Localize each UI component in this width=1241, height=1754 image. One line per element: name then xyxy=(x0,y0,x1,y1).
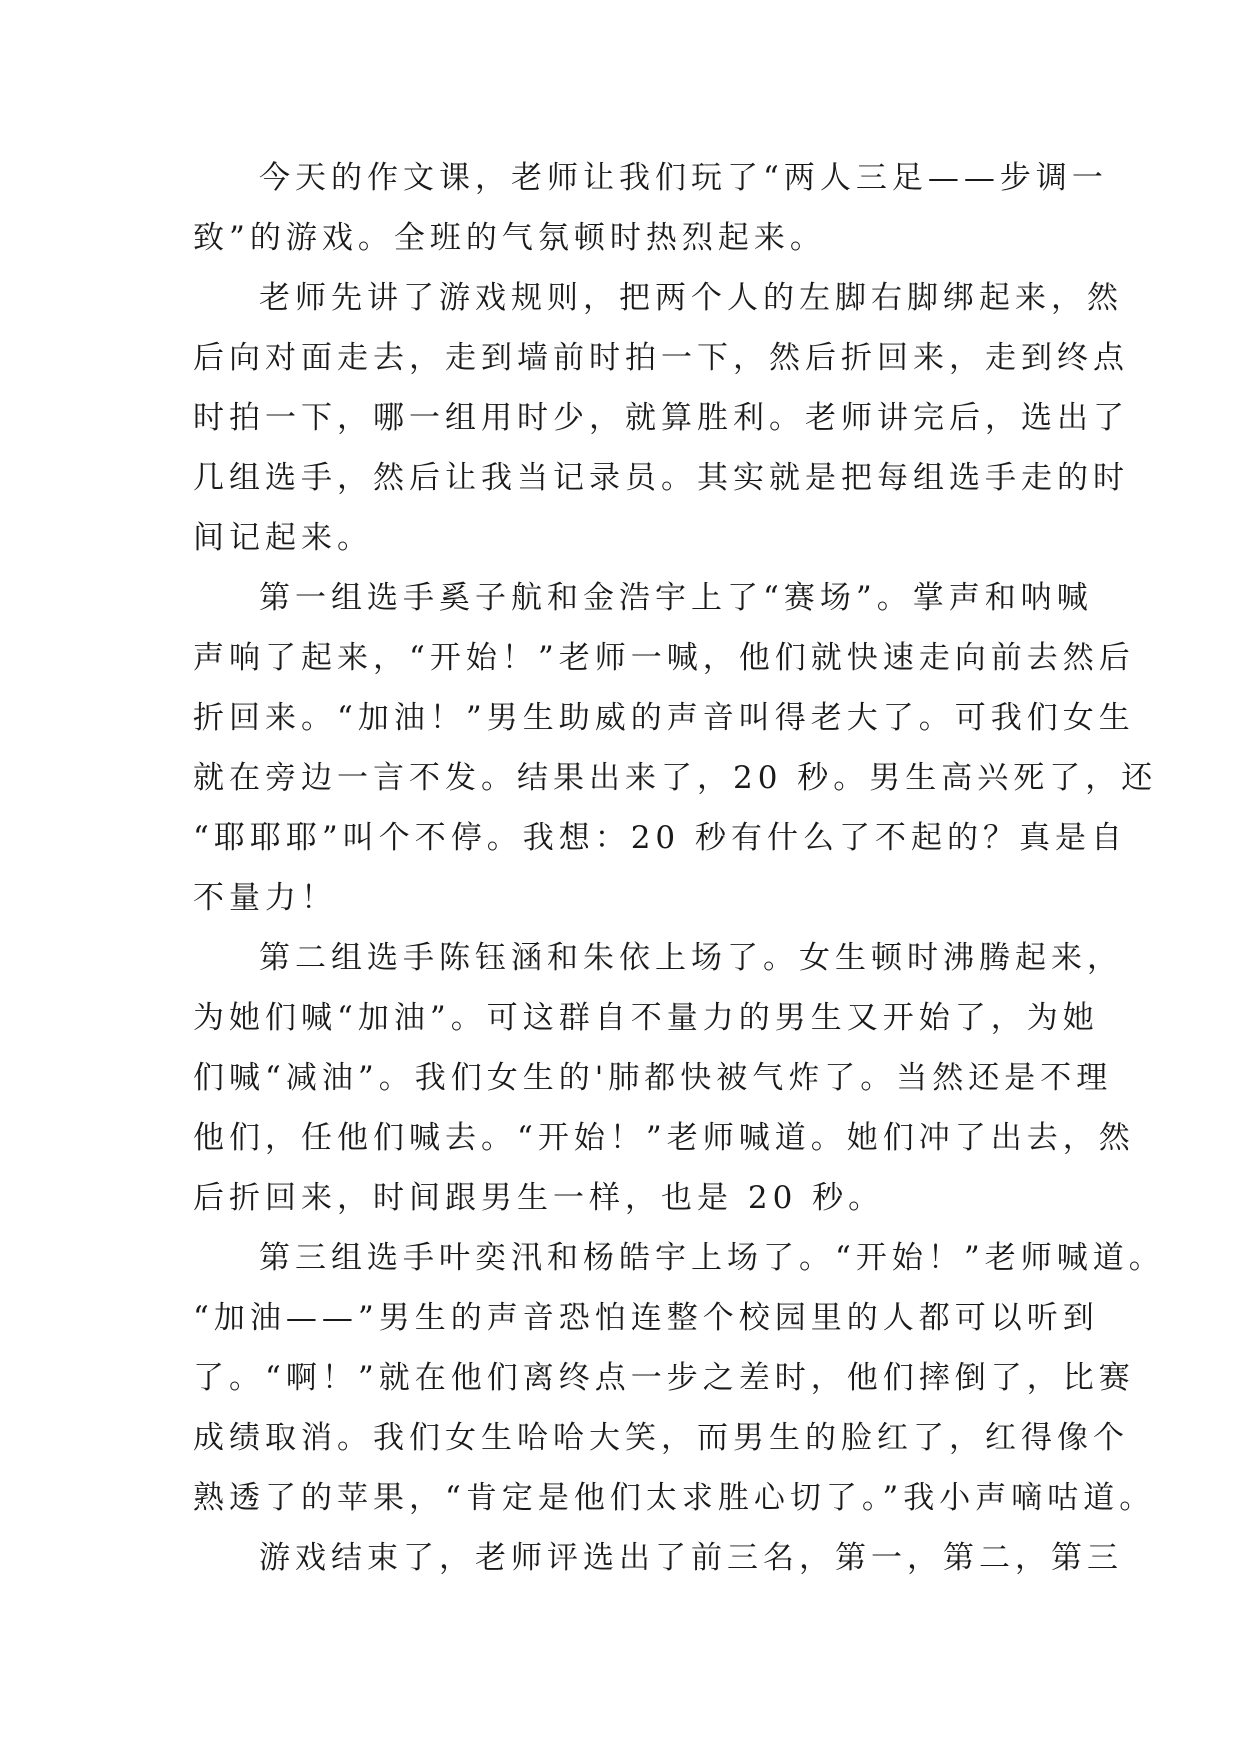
text-line: “耶耶耶”叫个不停。我想：20 秒有什么了不起的？真是自 xyxy=(193,820,1127,856)
paragraph-first-line: 今天的作文课，老师让我们玩了“两人三足——步调一 xyxy=(259,160,1108,196)
text-line: 成绩取消。我们女生哈哈大笑，而男生的脸红了，红得像个 xyxy=(193,1420,1129,1456)
paragraph-first-line: 第三组选手叶奕汛和杨皓宇上场了。“开始！”老师喊道。 xyxy=(259,1240,1165,1276)
text-line: 为她们喊“加油”。可这群自不量力的男生又开始了，为她 xyxy=(193,1000,1099,1036)
text-line: 间记起来。 xyxy=(193,520,373,556)
text-line: “加油——”男生的声音恐怕连整个校园里的人都可以听到 xyxy=(193,1300,1099,1336)
text-line: 声响了起来，“开始！”老师一喊，他们就快速走向前去然后 xyxy=(193,640,1135,676)
paragraph-first-line: 第一组选手奚子航和金浩宇上了“赛场”。掌声和呐喊 xyxy=(259,580,1093,616)
text-line: 几组选手，然后让我当记录员。其实就是把每组选手走的时 xyxy=(193,460,1129,496)
text-line: 就在旁边一言不发。结果出来了，20 秒。男生高兴死了，还 xyxy=(193,760,1158,796)
text-line: 时拍一下，哪一组用时少，就算胜利。老师讲完后，选出了 xyxy=(193,400,1129,436)
text-line: 他们，任他们喊去。“开始！”老师喊道。她们冲了出去，然 xyxy=(193,1120,1135,1156)
paragraph-first-line: 游戏结束了，老师评选出了前三名，第一，第二，第三 xyxy=(259,1540,1123,1576)
paragraph-first-line: 老师先讲了游戏规则，把两个人的左脚右脚绑起来，然 xyxy=(259,280,1123,316)
text-line: 折回来。“加油！”男生助威的声音叫得老大了。可我们女生 xyxy=(193,700,1135,736)
text-line: 致”的游戏。全班的气氛顿时热烈起来。 xyxy=(193,220,826,256)
text-line: 后向对面走去，走到墙前时拍一下，然后折回来，走到终点 xyxy=(193,340,1129,376)
text-line: 后折回来，时间跟男生一样，也是 20 秒。 xyxy=(193,1180,885,1216)
text-line: 不量力！ xyxy=(193,880,337,916)
essay-body xyxy=(193,148,1165,1588)
text-line: 熟透了的苹果，“肯定是他们太求胜心切了。”我小声嘀咕道。 xyxy=(193,1480,1156,1516)
text-line: 了。“啊！”就在他们离终点一步之差时，他们摔倒了，比赛 xyxy=(193,1360,1135,1396)
text-line: 们喊“减油”。我们女生的'肺都快被气炸了。当然还是不理 xyxy=(193,1060,1113,1096)
paragraph-first-line: 第二组选手陈钰涵和朱依上场了。女生顿时沸腾起来， xyxy=(259,940,1123,976)
